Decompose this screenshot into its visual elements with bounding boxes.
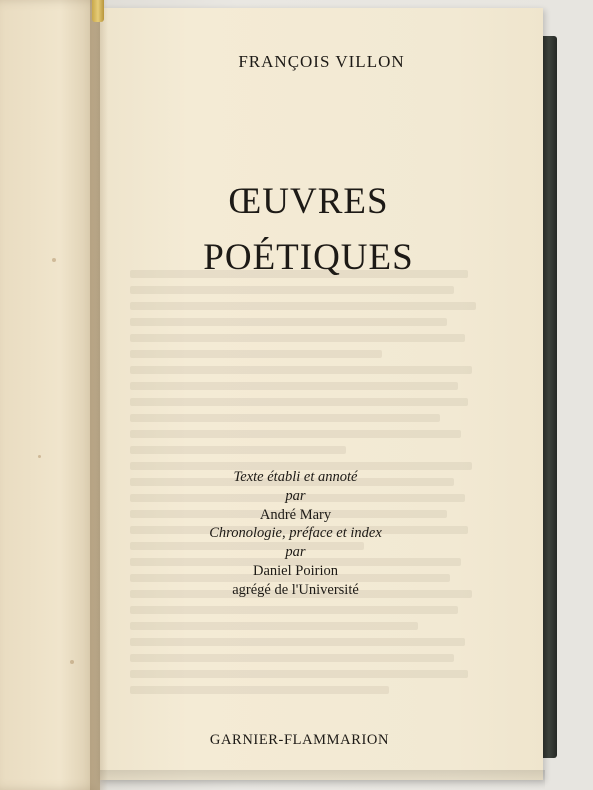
publisher-name: GARNIER-FLAMMARION: [209, 732, 390, 748]
credit-line-chronology: Chronologie, préface et index: [209, 525, 382, 542]
book-title-line-1: ŒUVRES: [228, 181, 389, 222]
book-cover-edge: [541, 36, 557, 758]
author-name: FRANÇOIS VILLON: [238, 52, 405, 71]
preface-author-name: Daniel Poirion: [253, 562, 338, 579]
page-bottom-shadow: [100, 770, 545, 790]
credits-block: [100, 468, 543, 600]
title-page-text: [100, 8, 543, 780]
credit-line-text-established: Texte établi et annoté: [233, 469, 358, 485]
left-page: [0, 0, 100, 790]
preface-author-title: agrégé de l'Université: [232, 581, 359, 598]
credit-line-par-2: par: [285, 544, 306, 561]
credit-line-par-1: par: [285, 487, 306, 504]
book-title-line-2: POÉTIQUES: [203, 237, 414, 278]
editor-name: André Mary: [259, 506, 332, 523]
